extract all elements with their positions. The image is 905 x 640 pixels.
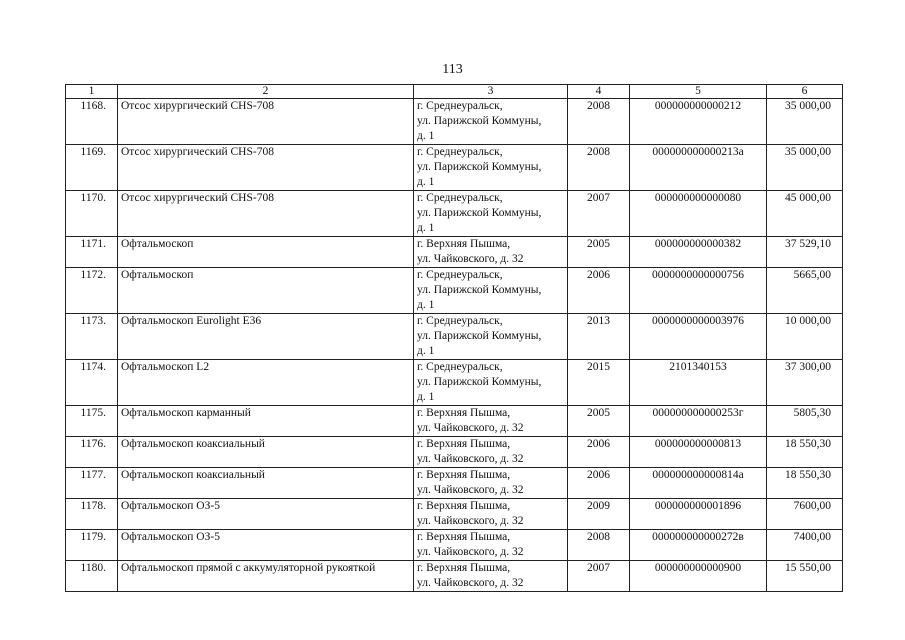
item-year: 2013 <box>568 314 630 360</box>
item-address <box>414 314 568 360</box>
item-year: 2005 <box>568 237 630 268</box>
address-line: ул. Парижской Коммуны, <box>417 115 542 127</box>
address-line: г. Среднеуральск, <box>417 100 503 112</box>
row-number: 1179. <box>66 530 118 561</box>
inventory-number: 000000000000272в <box>630 530 767 561</box>
table-row <box>66 145 843 191</box>
address-line: д. 1 <box>417 345 435 357</box>
column-header-5: 5 <box>630 85 767 99</box>
row-number: 1172. <box>66 268 118 314</box>
item-cost: 10 000,00 <box>767 314 843 360</box>
row-number: 1169. <box>66 145 118 191</box>
item-year: 2009 <box>568 499 630 530</box>
item-year: 2006 <box>568 468 630 499</box>
address-line: ул. Чайковского, д. 32 <box>417 577 524 589</box>
item-name: Отсос хирургический CHS-708 <box>118 191 414 237</box>
table-row <box>66 468 843 499</box>
address-line: ул. Чайковского, д. 32 <box>417 546 524 558</box>
address-line: г. Верхняя Пышма, <box>417 469 511 481</box>
address-line: г. Среднеуральск, <box>417 315 503 327</box>
address-line: г. Верхняя Пышма, <box>417 238 511 250</box>
address-line: г. Среднеуральск, <box>417 192 503 204</box>
inventory-table <box>65 84 843 592</box>
inventory-number: 000000000001896 <box>630 499 767 530</box>
address-line: д. 1 <box>417 222 435 234</box>
table-row <box>66 191 843 237</box>
item-name: Офтальмоскоп карманный <box>118 406 414 437</box>
item-year: 2008 <box>568 145 630 191</box>
item-cost: 7400,00 <box>767 530 843 561</box>
row-number: 1178. <box>66 499 118 530</box>
column-header-1: 1 <box>66 85 118 99</box>
item-cost: 37 529,10 <box>767 237 843 268</box>
address-line: ул. Чайковского, д. 32 <box>417 453 524 465</box>
table-row <box>66 530 843 561</box>
page-number: 113 <box>442 62 463 77</box>
inventory-number: 000000000000382 <box>630 237 767 268</box>
column-header-4: 4 <box>568 85 630 99</box>
item-year: 2008 <box>568 530 630 561</box>
item-address <box>414 360 568 406</box>
item-cost: 5665,00 <box>767 268 843 314</box>
inventory-number: 000000000000813 <box>630 437 767 468</box>
address-line: д. 1 <box>417 391 435 403</box>
item-year: 2007 <box>568 191 630 237</box>
item-name: Офтальмоскоп коаксиальный <box>118 437 414 468</box>
item-name: Офтальмоскоп ОЗ-5 <box>118 499 414 530</box>
item-address <box>414 268 568 314</box>
column-header-2: 2 <box>118 85 414 99</box>
item-name: Офтальмоскоп L2 <box>118 360 414 406</box>
item-cost: 45 000,00 <box>767 191 843 237</box>
row-number: 1177. <box>66 468 118 499</box>
address-line: ул. Чайковского, д. 32 <box>417 484 524 496</box>
item-address <box>414 437 568 468</box>
table-row <box>66 314 843 360</box>
table-row <box>66 437 843 468</box>
item-address <box>414 530 568 561</box>
item-address <box>414 561 568 592</box>
item-cost: 18 550,30 <box>767 437 843 468</box>
address-line: д. 1 <box>417 176 435 188</box>
address-line: ул. Парижской Коммуны, <box>417 376 542 388</box>
inventory-number: 0000000000000756 <box>630 268 767 314</box>
item-address <box>414 145 568 191</box>
item-address <box>414 99 568 145</box>
address-line: г. Среднеуральск, <box>417 361 503 373</box>
address-line: г. Верхняя Пышма, <box>417 562 511 574</box>
address-line: д. 1 <box>417 299 435 311</box>
item-name: Отсос хирургический CHS-708 <box>118 145 414 191</box>
row-number: 1168. <box>66 99 118 145</box>
item-name: Офтальмоскоп <box>118 268 414 314</box>
address-line: ул. Парижской Коммуны, <box>417 284 542 296</box>
item-name: Офтальмоскоп ОЗ-5 <box>118 530 414 561</box>
table-row <box>66 360 843 406</box>
item-year: 2005 <box>568 406 630 437</box>
item-address <box>414 468 568 499</box>
item-cost: 15 550,00 <box>767 561 843 592</box>
item-name: Отсос хирургический CHS-708 <box>118 99 414 145</box>
address-line: г. Верхняя Пышма, <box>417 438 511 450</box>
item-address <box>414 191 568 237</box>
row-number: 1170. <box>66 191 118 237</box>
item-cost: 35 000,00 <box>767 99 843 145</box>
table-row <box>66 237 843 268</box>
inventory-number: 0000000000003976 <box>630 314 767 360</box>
address-line: ул. Чайковского, д. 32 <box>417 253 524 265</box>
row-number: 1173. <box>66 314 118 360</box>
item-name: Офтальмоскоп коаксиальный <box>118 468 414 499</box>
item-address <box>414 237 568 268</box>
inventory-number: 000000000000253г <box>630 406 767 437</box>
address-line: г. Верхняя Пышма, <box>417 531 511 543</box>
item-cost: 18 550,30 <box>767 468 843 499</box>
table-row <box>66 499 843 530</box>
address-line: ул. Чайковского, д. 32 <box>417 515 524 527</box>
address-line: г. Среднеуральск, <box>417 146 503 158</box>
item-name: Офтальмоскоп Eurolight E36 <box>118 314 414 360</box>
table-row <box>66 99 843 145</box>
item-year: 2015 <box>568 360 630 406</box>
item-year: 2006 <box>568 268 630 314</box>
item-name: Офтальмоскоп прямой с аккумуляторной рукояткой <box>118 561 414 592</box>
table-row <box>66 561 843 592</box>
inventory-number: 000000000000213а <box>630 145 767 191</box>
item-cost: 7600,00 <box>767 499 843 530</box>
item-year: 2006 <box>568 437 630 468</box>
item-name: Офтальмоскоп <box>118 237 414 268</box>
table-row <box>66 406 843 437</box>
header-row <box>66 85 843 99</box>
item-cost: 5805,30 <box>767 406 843 437</box>
address-line: г. Верхняя Пышма, <box>417 500 511 512</box>
table-row <box>66 268 843 314</box>
inventory-number: 000000000000080 <box>630 191 767 237</box>
inventory-number: 2101340153 <box>630 360 767 406</box>
item-year: 2008 <box>568 99 630 145</box>
inventory-number: 000000000000900 <box>630 561 767 592</box>
row-number: 1171. <box>66 237 118 268</box>
address-line: г. Среднеуральск, <box>417 269 503 281</box>
address-line: ул. Чайковского, д. 32 <box>417 422 524 434</box>
inventory-number: 000000000000212 <box>630 99 767 145</box>
address-line: ул. Парижской Коммуны, <box>417 330 542 342</box>
row-number: 1175. <box>66 406 118 437</box>
address-line: г. Верхняя Пышма, <box>417 407 511 419</box>
item-address <box>414 406 568 437</box>
item-cost: 35 000,00 <box>767 145 843 191</box>
column-header-6: 6 <box>767 85 843 99</box>
address-line: ул. Парижской Коммуны, <box>417 207 542 219</box>
item-address <box>414 499 568 530</box>
address-line: д. 1 <box>417 130 435 142</box>
item-year: 2007 <box>568 561 630 592</box>
item-cost: 37 300,00 <box>767 360 843 406</box>
row-number: 1180. <box>66 561 118 592</box>
row-number: 1176. <box>66 437 118 468</box>
address-line: ул. Парижской Коммуны, <box>417 161 542 173</box>
inventory-number: 000000000000814а <box>630 468 767 499</box>
row-number: 1174. <box>66 360 118 406</box>
column-header-3: 3 <box>414 85 568 99</box>
